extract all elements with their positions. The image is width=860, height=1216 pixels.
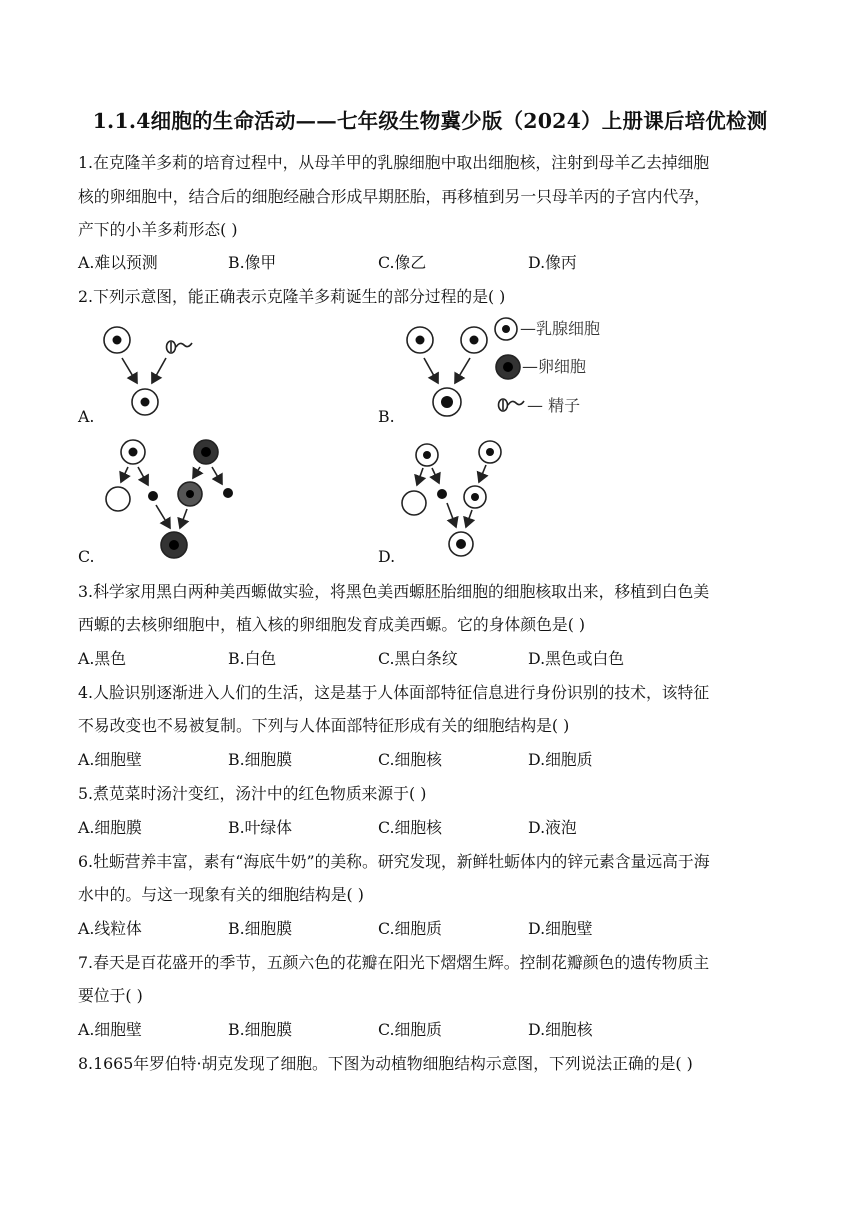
q6-text-line-1: 6.牡蛎营养丰富，素有“海底牛奶”的美称。研究发现，新鲜牡蛎体内的锌元素含量远高于海 xyxy=(78,852,710,871)
q7-text-line-2: 要位于( ) xyxy=(78,986,143,1005)
empty-cell-icon xyxy=(106,487,130,511)
legend-mammary-cell-label: —乳腺细胞 xyxy=(520,319,601,338)
figure-b-label[interactable]: B. xyxy=(378,407,395,426)
q5-option-a[interactable]: A.细胞膜 xyxy=(78,818,142,837)
q6-option-a[interactable]: A.线粒体 xyxy=(78,919,142,938)
q4-option-b[interactable]: B.细胞膜 xyxy=(228,750,293,769)
page-title: 1.1.4细胞的生命活动——七年级生物冀少版（2024）上册课后培优检测 xyxy=(92,109,768,133)
q1-text-line-3: 产下的小羊多莉形态( ) xyxy=(78,220,238,239)
q3-option-d[interactable]: D.黑色或白色 xyxy=(528,649,625,668)
q4-option-d[interactable]: D.细胞质 xyxy=(528,750,593,769)
q3-text-line-1: 3.科学家用黑白两种美西螈做实验，将黑色美西螈胚胎细胞的细胞核取出来，移植到白色美 xyxy=(78,582,710,601)
q1-option-d[interactable]: D.像丙 xyxy=(528,253,577,272)
figure-a-label[interactable]: A. xyxy=(78,407,95,426)
figure-b-diagram xyxy=(407,318,524,416)
q4-text-line-1: 4.人脸识别逐渐进入人们的生活，这是基于人体面部特征信息进行身份识别的技术，该特征 xyxy=(78,683,710,702)
q3-text-line-2: 西螈的去核卵细胞中，植入核的卵细胞发育成美西螈。它的身体颜色是( ) xyxy=(78,615,586,634)
q3-option-c[interactable]: C.黑白条纹 xyxy=(378,649,458,668)
q7-text-line-1: 7.春天是百花盛开的季节，五颜六色的花瓣在阳光下熠熠生辉。控制花瓣颜色的遗传物质主 xyxy=(78,953,710,972)
q8-text-line-1: 8.1665年罗伯特·胡克发现了细胞。下图为动植物细胞结构示意图，下列说法正确的是( ) xyxy=(78,1054,693,1073)
q5-option-d[interactable]: D.液泡 xyxy=(528,818,577,837)
legend-sperm-label: — 精子 xyxy=(527,396,581,415)
q6-text-line-2: 水中的。与这一现象有关的细胞结构是( ) xyxy=(78,885,364,904)
q4-option-c[interactable]: C.细胞核 xyxy=(378,750,442,769)
q1-text-line-1: 1.在克隆羊多莉的培育过程中，从母羊甲的乳腺细胞中取出细胞核，注射到母羊乙去掉细胞 xyxy=(78,153,710,172)
empty-cell-icon xyxy=(402,491,426,515)
q1-option-c[interactable]: C.像乙 xyxy=(378,253,427,272)
q3-option-a[interactable]: A.黑色 xyxy=(78,649,127,668)
legend-egg-cell-label: —卵细胞 xyxy=(522,357,587,376)
q7-option-a[interactable]: A.细胞壁 xyxy=(78,1020,142,1039)
q1-text-line-2: 核的卵细胞中，结合后的细胞经融合形成早期胚胎，再移植到另一只母羊丙的子宫内代孕， xyxy=(78,187,710,206)
nucleus-icon xyxy=(148,491,158,501)
q5-option-b[interactable]: B.叶绿体 xyxy=(228,818,293,837)
q7-option-d[interactable]: D.细胞核 xyxy=(528,1020,593,1039)
q4-option-a[interactable]: A.细胞壁 xyxy=(78,750,142,769)
q4-text-line-2: 不易改变也不易被复制。下列与人体面部特征形成有关的细胞结构是( ) xyxy=(78,716,570,735)
q7-option-b[interactable]: B.细胞膜 xyxy=(228,1020,293,1039)
q6-option-b[interactable]: B.细胞膜 xyxy=(228,919,293,938)
nucleus-icon xyxy=(437,489,447,499)
q7-option-c[interactable]: C.细胞质 xyxy=(378,1020,442,1039)
q1-option-b[interactable]: B.像甲 xyxy=(228,253,277,272)
figure-d-label[interactable]: D. xyxy=(378,547,396,566)
q5-option-c[interactable]: C.细胞核 xyxy=(378,818,442,837)
figure-d-diagram xyxy=(402,441,501,556)
nucleus-icon xyxy=(223,488,233,498)
q5-text-line-1: 5.煮苋菜时汤汁变红，汤汁中的红色物质来源于( ) xyxy=(78,784,427,803)
figure-c-label[interactable]: C. xyxy=(78,547,95,566)
q2-text-line-1: 2.下列示意图，能正确表示克隆羊多莉诞生的部分过程的是( ) xyxy=(78,287,506,306)
figure-c-diagram xyxy=(106,440,233,558)
q6-option-c[interactable]: C.细胞质 xyxy=(378,919,442,938)
q3-option-b[interactable]: B.白色 xyxy=(228,649,277,668)
figure-a-diagram xyxy=(104,327,192,415)
q1-option-a[interactable]: A.难以预测 xyxy=(78,253,158,272)
q6-option-d[interactable]: D.细胞壁 xyxy=(528,919,593,938)
